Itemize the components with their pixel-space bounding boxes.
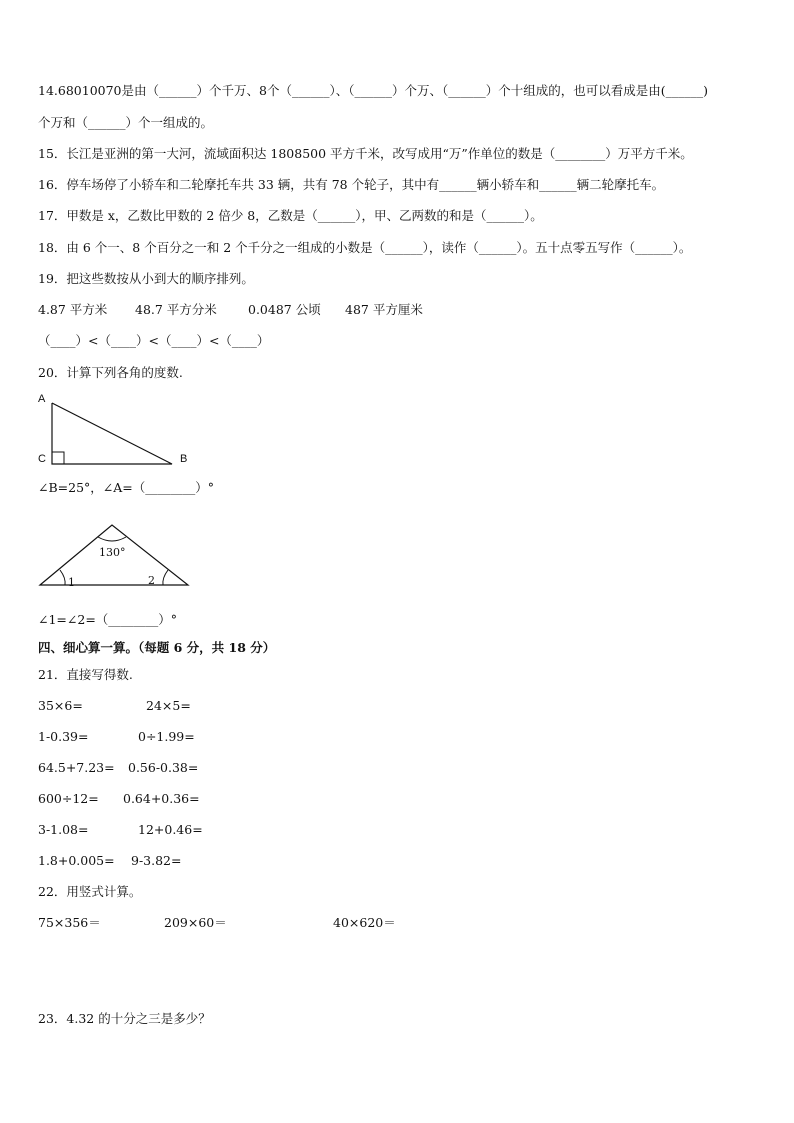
q14-line2: 个万和（______）个一组成的。 xyxy=(38,115,214,130)
q19-item-2: 48.7 平方分米 xyxy=(135,302,217,317)
q14-line1: 14.68010070是由（______）个千万、8个（______）、（______）个万、（______）个十组成的，也可以看成是由(______) xyxy=(38,83,708,98)
section-4-heading: 四、细心算一算。（每题 6 分，共 18 分） xyxy=(38,640,276,655)
q21-row-1-a: 35×6= xyxy=(38,698,83,713)
angle-1-label: 1 xyxy=(68,576,75,589)
top-angle-arc xyxy=(98,537,126,541)
vertex-label-c: C xyxy=(38,453,46,465)
angle-2-label: 2 xyxy=(148,574,155,587)
right-angle-mark xyxy=(52,452,64,464)
isosceles-triangle-figure xyxy=(30,518,200,593)
q18-text: 18．由 6 个一、8 个百分之一和 2 个千分之一组成的小数是（______），读作（______）。五十点零五写作（______）。 xyxy=(38,240,692,255)
q21-row-5-a: 3-1.08= xyxy=(38,822,89,837)
q22-item-1: 75×356＝ xyxy=(38,915,101,930)
q19-order-blanks: （____）<（____）<（____）<（____） xyxy=(38,333,270,348)
q19-item-4: 487 平方厘米 xyxy=(345,302,423,317)
q23-text: 23．4.32 的十分之三是多少？ xyxy=(38,1011,211,1026)
q15-text: 15．长江是亚洲的第一大河，流域面积达 1808500 平方千米，改写成用“万”作单位的数是（________）万平方千米。 xyxy=(38,146,693,161)
q21-row-2-a: 1-0.39= xyxy=(38,729,89,744)
q21-row-3-a: 64.5+7.23= xyxy=(38,760,115,775)
q19-title: 19．把这些数按从小到大的顺序排列。 xyxy=(38,271,254,286)
q19-item-3: 0.0487 公顷 xyxy=(248,302,321,317)
q21-row-1-b: 24×5= xyxy=(146,698,191,713)
q20-title: 20．计算下列各角的度数. xyxy=(38,365,183,380)
q21-row-4-b: 0.64+0.36= xyxy=(123,791,200,806)
q21-row-6-a: 1.8+0.005= xyxy=(38,853,115,868)
q22-title: 22．用竖式计算。 xyxy=(38,884,142,899)
right-triangle xyxy=(52,403,172,464)
q17-text: 17．甲数是 x，乙数比甲数的 2 倍少 8，乙数是（______），甲、乙两数的和是（______）。 xyxy=(38,208,543,223)
q16-text: 16．停车场停了小轿车和二轮摩托车共 33 辆，共有 78 个轮子，其中有______辆小轿车和______辆二轮摩托车。 xyxy=(38,177,665,192)
vertex-label-b: B xyxy=(180,453,188,465)
angle-1-arc xyxy=(60,570,65,585)
q21-title: 21．直接写得数. xyxy=(38,667,133,682)
q22-item-2: 209×60＝ xyxy=(164,915,227,930)
q21-row-2-b: 0÷1.99= xyxy=(138,729,195,744)
q19-item-1: 4.87 平方米 xyxy=(38,302,108,317)
q21-row-6-b: 9-3.82= xyxy=(131,853,182,868)
q21-row-3-b: 0.56-0.38= xyxy=(128,760,199,775)
q22-item-3: 40×620＝ xyxy=(333,915,396,930)
top-angle-label: 130° xyxy=(99,546,126,559)
q20-answer-2: ∠1=∠2=（________）° xyxy=(38,612,178,627)
q21-row-4-a: 600÷12= xyxy=(38,791,99,806)
q20-answer-1: ∠B=25°，∠A=（________）° xyxy=(38,480,215,495)
q21-row-5-b: 12+0.46= xyxy=(138,822,203,837)
right-triangle-figure xyxy=(30,388,210,473)
vertex-label-a: A xyxy=(38,393,46,405)
angle-2-arc xyxy=(163,570,168,585)
